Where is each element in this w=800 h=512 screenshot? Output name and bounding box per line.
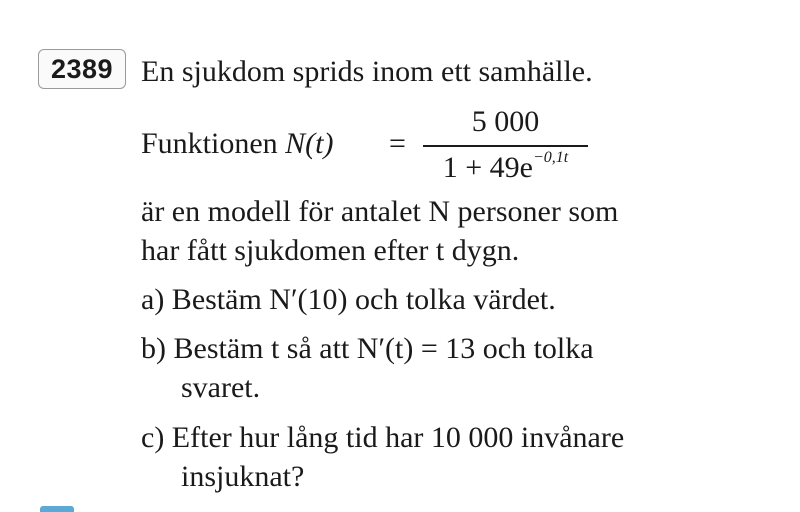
description-line-1: är en modell för antalet N personer som <box>141 195 619 228</box>
fraction-denominator: $1 + 49e^{-0,1t}$ <box>442 149 569 184</box>
subquestion-b: b) Bestäm t så att N′(t) = 13 och tolka <box>141 332 594 365</box>
fraction-numerator: 5 000 <box>471 105 540 138</box>
subquestion-b-continued: svaret. <box>181 371 261 404</box>
subquestion-c-continued: insjuknat? <box>181 460 305 493</box>
problem-number-badge: 2389 <box>38 49 126 89</box>
next-problem-marker <box>40 506 74 512</box>
exponent: −0,1t <box>532 149 569 166</box>
formula-label: Funktionen N(t) <box>141 127 334 160</box>
equals-sign: = <box>389 127 406 160</box>
formula-lhs: N(t) <box>285 127 334 160</box>
formula <box>141 104 611 190</box>
problem-intro: En sjukdom sprids inom ett samhälle. <box>141 55 593 88</box>
subquestion-a: a) Bestäm N′(10) och tolka värdet. <box>141 283 556 316</box>
subquestion-c: c) Efter hur lång tid har 10 000 invånare <box>141 421 625 454</box>
description-line-2: har fått sjukdomen efter t dygn. <box>141 234 520 267</box>
fraction <box>423 104 588 190</box>
fraction-bar <box>423 145 588 147</box>
